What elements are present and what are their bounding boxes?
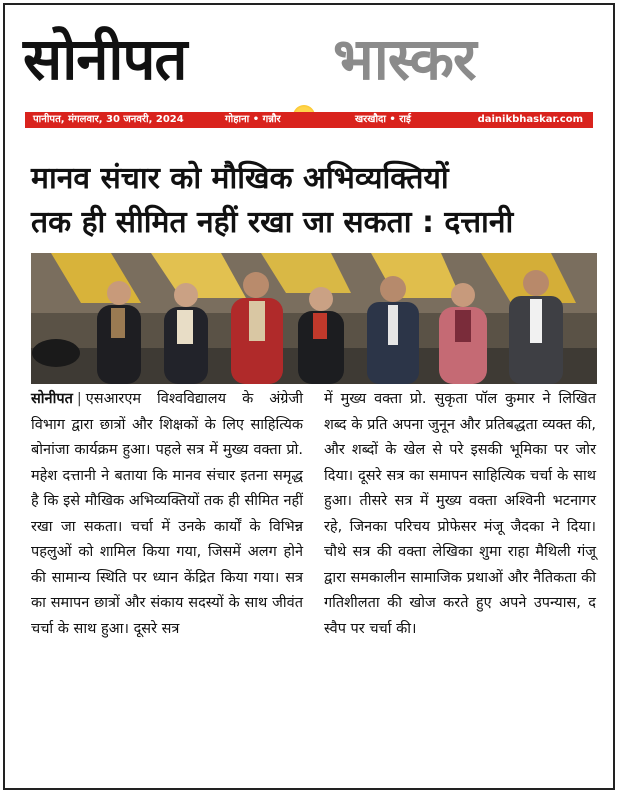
edition-strip [25,112,593,128]
article-column-1-text: एसआरएम विश्वविद्यालय के अंग्रेजी विभाग द्वारा छात्रों और शिक्षकों के लिए साहित्यिक बोनांजा कार्यक्रम हुआ। पहले सत्र में मुख्य वक्ता प्रो. महेश दत्तानी ने बताया कि मानव संचार इतना समृद्ध है कि इसे मौखिक अभिव्यक्तियों तक ही सीमित नहीं रखा जा सकता। चर्चा में उनके कार्यों के विभिन्न पहलुओं को शामिल किया गया, जिसमें अलग होने की सामान्य स्थिति पर ध्यान केंद्रित किया गया। सत्र का समापन छात्रों और संकाय सदस्यों के साथ जीवंत चर्चा के साथ हुआ। दूसरे सत्र [31,391,303,637]
edition-date: पानीपत, मंगलवार, 30 जनवरी, 2024 [33,114,184,125]
headline-line-2: तक ही सीमित नहीं रखा जा सकता : दत्तानी [31,205,514,240]
masthead-city: सोनीपत [23,25,187,93]
headline-line-1: मानव संचार को मौखिक अभिव्यक्तियों [31,161,449,196]
article-column-2-text: में मुख्य वक्ता प्रो. सुकृता पॉल कुमार ने लिखित शब्द के प्रति अपना जुनून और प्रतिबद्धता व्यक्त की, और शब्दों के खेल से परे इसकी भूमिका पर जोर दिया। दूसरे सत्र का समापन साहित्यिक चर्चा के साथ हुआ। तीसरे सत्र में मुख्य वक्ता अश्विनी भटनागर रहे, जिनका परिचय प्रोफेसर मंजू जैदका ने दिया। चौथे सत्र की वक्ता लेखिका शुमा राहा मैथिली गंजू द्वारा समकालीन सामाजिक प्रथाओं और नैतिकता की गतिशीलता की खोज करते हुए अपने उपन्यास, द स्वैप पर चर्चा की। [324,391,596,637]
article-body [31,387,597,782]
group-photo-illustration [31,253,597,384]
article-column-1 [31,387,303,642]
article-headline [31,157,601,245]
group-photo [31,253,597,384]
newspaper-page [3,3,615,790]
masthead-paper-name: भास्कर [333,25,476,93]
edition-cities-1: गोहाना • गन्नौर [225,114,281,125]
article-column-2 [324,387,596,642]
website-link[interactable]: dainikbhaskar.com [477,114,583,125]
edition-cities-2: खरखौदा • राई [355,114,411,125]
article-dateline: सोनीपत [31,391,73,407]
dateline-separator: | [76,391,82,407]
